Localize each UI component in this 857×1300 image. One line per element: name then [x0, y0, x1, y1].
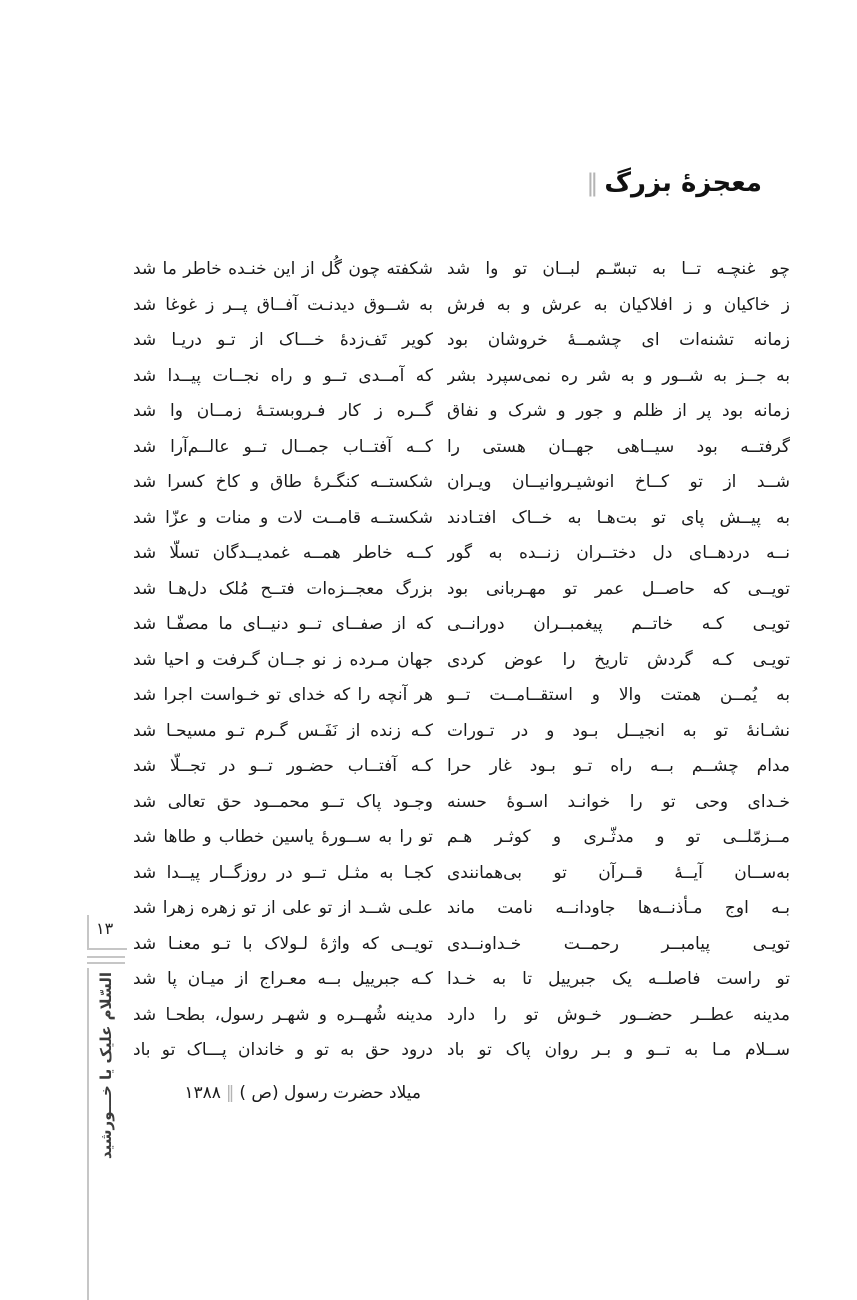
book-title-vertical: السّلام علیک یا خـــورشید: [97, 972, 115, 1159]
poem-line-second-hemistich: کــه آفتــاب جمــال تــو عالــم‌آرا شد: [133, 436, 433, 457]
poem-line-second-hemistich: گــره ز کار فـروبستـۀ زمــان وا شد: [133, 401, 433, 421]
poem-line-second-hemistich: کجـا به مثـل تــو در روزگــار پیــدا شد: [133, 862, 433, 883]
margin-vertical-text-wrap: [93, 972, 119, 1187]
poem-line-first-hemistich: تو راست فاصلــه یک جبرییل تا به خـدا: [447, 969, 790, 989]
poem-line-second-hemistich: کـه زنده از نَفَـس گـرم تـو مسیحـا شد: [133, 720, 433, 741]
poem-line-second-hemistich: کویر تَف‌زدۀ خـــاک از تـو دریـا شد: [133, 330, 433, 350]
poem-column-second-hemistich: [133, 252, 433, 1069]
poem-line-first-hemistich: ز خاکیان و ز افلاکیان به عرش و به فرش: [447, 294, 790, 315]
poem-line-second-hemistich: که آمــدی تــو و راه نجــات پیــدا شد: [133, 365, 433, 386]
poem-line-first-hemistich: مــزمّلــی تو و مدثّـری و کوثـر هـم: [447, 827, 790, 847]
poem-line-first-hemistich: به جــز به شــور و به شر ره نمی‌سپرد بشر: [447, 365, 790, 386]
poem-line-second-hemistich: به شــوق دیدنـت آفــاق پــر ز غوغا شد: [133, 294, 433, 315]
poem-line-second-hemistich: شکستــه کنگـرۀ طاق و کاخ کسرا شد: [133, 472, 433, 492]
poem-line-second-hemistich: کــه خاطر همــه غمدیــدگان تسلّا شد: [133, 543, 433, 563]
poem-line-second-hemistich: کـه جبرییل بــه معـراج از میـان پا شد: [133, 969, 433, 989]
poem-line-first-hemistich: تویــی که حاصــل عمر تو مهـربانی بود: [447, 578, 790, 599]
caption-year: ۱۳۸۸: [184, 1083, 221, 1103]
poem-line-second-hemistich: علـی شــد از تو علی از تو زهره زهرا شد: [133, 898, 433, 918]
poem-line-first-hemistich: ســلام مـا به تــو و بـر روان پاک تو باد: [447, 1040, 790, 1060]
poem-line-first-hemistich: زمانه تشنه‌ات ای چشمــۀ خروشان بود: [447, 330, 790, 350]
poem-line-first-hemistich: گرفتــه بود سیــاهی جهــان هستی را: [447, 436, 790, 457]
poem-line-first-hemistich: خـدای وحی تو را خوانـد اسـوۀ حسنه: [447, 791, 790, 812]
poem-line-second-hemistich: که از صفــای تــو دنیــای ما مصفّـا شد: [133, 614, 433, 634]
poem-line-first-hemistich: نــه دردهــای دل دختــران زنــده به گور: [447, 543, 790, 563]
poem-line-first-hemistich: مدام چشــم بــه راه تـو بـود غار حرا: [447, 756, 790, 776]
poem-line-second-hemistich: جهان مـرده ز نو جــان گـرفت و احیا شد: [133, 649, 433, 670]
poem-line-second-hemistich: وجـود پاک تــو محمــود حق تعالی شد: [133, 791, 433, 812]
page-title: معجزۀ بزرگ: [604, 168, 762, 198]
caption-label: میلاد حضرت رسول (ص ): [239, 1083, 421, 1103]
poem-line-first-hemistich: تویـی کـه خاتــم پیغمبــران دورانــی: [447, 614, 790, 634]
poem-line-first-hemistich: تویـی کـه گردش تاریخ را عوض کردی: [447, 649, 790, 670]
title-row: [586, 168, 762, 198]
caption-separator-bars: ‖: [225, 1083, 235, 1103]
poem-line-second-hemistich: تویــی که واژۀ لـولاک با تـو معنـا شد: [133, 933, 433, 954]
poem-line-second-hemistich: کـه آفتــاب حضـور تــو در تجــلّا شد: [133, 756, 433, 776]
title-marker-bars: ‖: [586, 169, 599, 197]
poem-line-second-hemistich: بزرگ معجــزه‌ات فتــح مُلک دل‌هـا شد: [133, 578, 433, 599]
poem-line-first-hemistich: تویـی پیامبــر رحمــت خـداونــدی: [447, 933, 790, 954]
poem-line-second-hemistich: درود حق به تو و خاندان پـــاک تو باد: [133, 1040, 433, 1060]
folio-number: ۱۳: [96, 919, 114, 938]
poem-line-first-hemistich: شــد از تو کــاخ انوشیـروانیــان ویـران: [447, 472, 790, 492]
poem-line-first-hemistich: به یُمــن همتت والا و استقــامــت تــو: [447, 685, 790, 705]
poem-line-first-hemistich: مدینه عطــر حضــور خـوش تو را دارد: [447, 1004, 790, 1025]
poem-line-second-hemistich: شکفته چون گُل از این خنـده خاطر ما شد: [133, 259, 433, 279]
poem-line-first-hemistich: بـه اوج مـأذنــه‌ها جاودانــه نامت ماند: [447, 898, 790, 918]
poem-line-first-hemistich: چو غنچـه تــا به تبسّـم لبــان تو وا شد: [447, 259, 790, 279]
poem-line-second-hemistich: هر آنچه را که خدای تو خـواست اجرا شد: [133, 685, 433, 705]
poem-line-first-hemistich: به پیــش پای تو بت‌هـا به خــاک افتـادند: [447, 507, 790, 528]
poem-column-first-hemistich: [447, 252, 790, 1069]
poem-line-second-hemistich: شکستــه قامــت لات و منات و عزّا شد: [133, 507, 433, 528]
poem-line-first-hemistich: نشـانۀ تو به انجیــل بـود و در تـورات: [447, 720, 790, 741]
margin-double-rule: [87, 956, 125, 964]
poem-line-second-hemistich: مدینه شُهــره و شهـر رسول، بطحـا شد: [133, 1004, 433, 1025]
poem-line-first-hemistich: زمانه بود پر از ظلم و جور و شرک و نفاق: [447, 401, 790, 421]
poem-line-second-hemistich: تو را به ســورۀ یاسین خطاب و طاها شد: [133, 827, 433, 847]
poem-caption: [133, 1083, 421, 1103]
margin-vertical-rule: [87, 968, 89, 1300]
poem-line-first-hemistich: به‌ســان آیــۀ قــرآن تو بی‌همانندی: [447, 862, 790, 883]
